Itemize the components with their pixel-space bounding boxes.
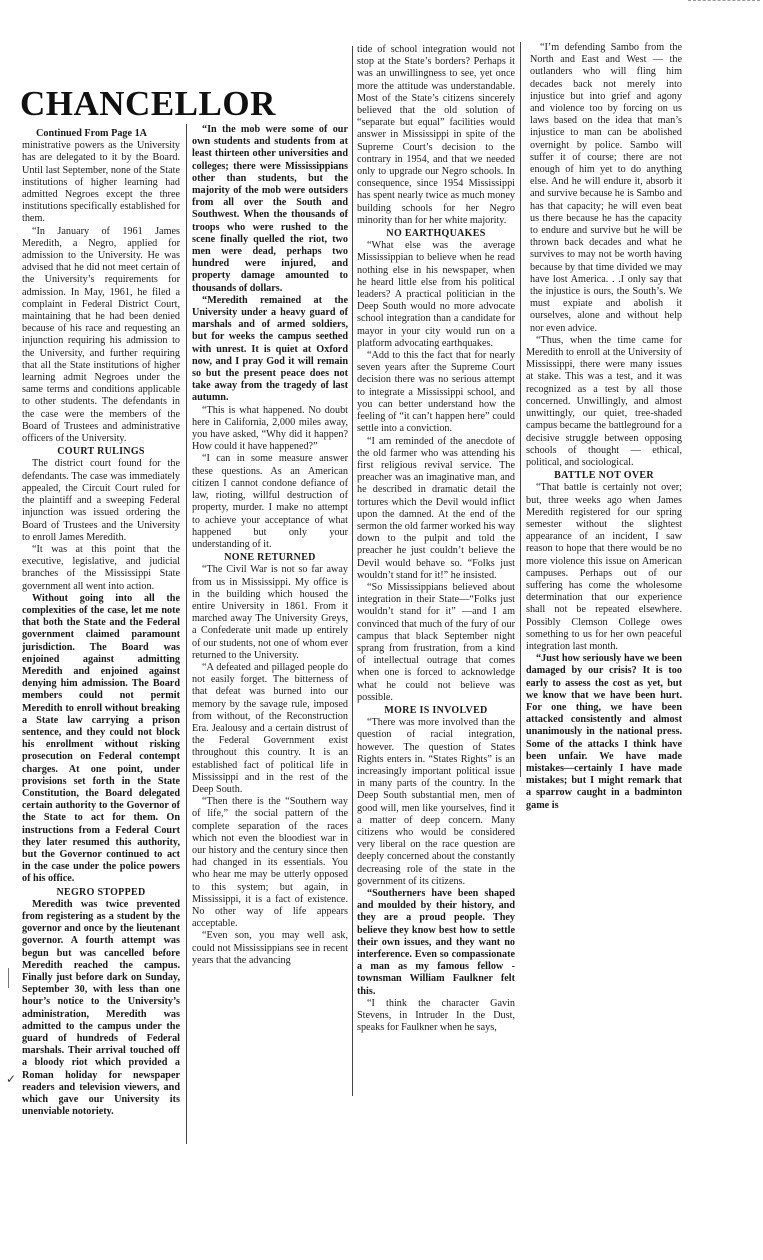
paragraph: “Just how seriously have we been damaged by our crisis? It is too early to assess the cost as yet, but we know that we have been hurt. For one thing, we have been attacked consistently and almost unanimously in the national press. Some of the attacks I think have been unfair. We have made mistakes—certainly I have made mistakes; but I might remark that a sparrow caught in a badminton game is — [526, 653, 682, 811]
subhead-more-is-involved: MORE IS INVOLVED — [384, 704, 488, 716]
paragraph: The district court found for the defendants. The case was immediately appealed, the Circuit Court ruled for the plaintiff and a sweeping Federal injunction was issued ordering the Board of Trustees and the University to enroll James Meredith. — [22, 458, 180, 543]
paragraph: “I think the character Gavin Stevens, in Intruder In the Dust, speaks for Faulkner when he says, — [357, 997, 515, 1034]
paragraph: Meredith was twice prevented from registering as a student by the governor and once by the lieutenant governor. A fourth attempt was begun but was cancelled before Meredith reached the campus. Finally just before dark on Sunday, September 30, with less than one hour’s notice to the University’s administration, Meredith was admitted to the campus under the guard of hundreds of Federal marshals. Their arrival touched off a bloody riot which provided a Roman holiday for newspaper readers and television viewers, and which gave our University its unenviable notoriety. — [22, 898, 180, 1118]
paragraph: ministrative powers as the University has are delegated to it by the Board. Until last September, none of the State institutions of higher learning had admitted Negroes except the three institutions specifically established for them. — [22, 140, 180, 225]
paragraph: “Add to this the fact that for nearly seven years after the Supreme Court decision there was no serious attempt to integrate a Mississippi school, and you can better understand how the feeling of “it can’t happen here” could settle into a conviction. — [357, 350, 515, 435]
paragraph: tide of school integration would not stop at the State’s borders? Perhaps it was an unwillingness to see, yet once more the attitude was understandable. Most of the State’s citizens sincerely believed that the old solution of “separate but equal” facilities would answer in Mississippi in spite of the Supreme Court’s decision to the contrary in 1954, and that we needed only to upgrade our Negro schools. In consequence, since 1954 Mississippi has spent nearly twice as much money building schools for her Negro minority than for her white majority. — [357, 44, 515, 226]
paragraph: “What else was the average Mississippian to believe when he read nothing else in his newspaper, when he heard little else from his political leaders? A practical politician in the Deep South would no more advocate school integration than a candidate for mayor in your city would run on a platform advocating earthquakes. — [357, 240, 515, 349]
paragraph: “This is what happened. No doubt here in California, 2,000 miles away, you have asked, “Why did it happen? How could it have happened?” — [192, 404, 348, 453]
paragraph: “In January of 1961 James Meredith, a Negro, applied for admission to the University. He was advised that he did not meet certain of the University’s requirements for admission. In May, 1961, he filed a complaint in Federal District Court, maintaining that he had been denied because of his race and requesting an injunction requiring his admission to the University, and further requiring that all the State institutions of higher learning admit Negroes under the same terms and conditions applicable to other students. The defendants in the case were the members of the Board of Trustees and administrative officers of the University. — [22, 225, 180, 445]
paragraph: “So Mississippians believed about integration in their State—“Folks just wouldn’t stand for it” —and I am convinced that much of the fury of our campus that black September night sprang from frustration, from a kind of intellectual outrage that comes when one is forced to acknowledge what he could not believe was possible. — [357, 581, 515, 703]
column-2 — [192, 124, 348, 966]
subhead-none-returned: NONE RETURNED — [224, 552, 316, 564]
paragraph: “Even son, you may well ask, could not Mississippians see in recent years that the advancing — [192, 930, 348, 966]
paragraph: “There was more involved than the question of racial integration, however. The question of States Rights enters in. “States Rights” is an increasingly important political issue in many parts of the country. In the Deep South substantial men, men of good will, men like yourselves, find it a matter of deep concern. Many citizens who would be considered very liberal on the race question are deeply concerned about the constantly decreasing role of the state in the government of its citizens. — [357, 717, 515, 887]
subhead-negro-stopped: NEGRO STOPPED — [56, 886, 146, 898]
margin-mark — [8, 968, 9, 988]
paragraph: “I’m defending Sambo from the North and East and West — the outlanders who will fling him decades back not merely into injustice but into grief and agony and violence too by forcing on us laws based on the idea that man’s injustice to man can be abolished overnight by police. Sambo will suffer it of course; there are not enough of him yet to do anything else. And he will endure it, absorb it and survive because he is Sambo and has that capacity; he will even beat us there because he has the capacity to endure and survive but he will be thrown back decades and what he survives to may not be worth having because by that time divided we may have lost America. . .I only say that the injustice is ours, the South’s. We must expiate and abolish it ourselves, alone and without help nor even advice. — [530, 42, 682, 334]
paragraph: “It was at this point that the executive, legislative, and judicial branches of the Mississippi State government all went into action. — [22, 543, 180, 592]
subhead-battle-not-over: BATTLE NOT OVER — [554, 470, 654, 482]
paragraph: “In the mob were some of our own students and students from at least thirteen other universities and colleges; there were Mississippians other than students, but the majority of the mob were outsiders from all over the South and Southwest. When the thousands of troops who were rushed to the scene finally quelled the riot, two men were dead, perhaps two hundred were injured, and property damage amounted to thousands of dollars. — [192, 124, 348, 294]
paragraph: “Thus, when the time came for Meredith to enroll at the University of Mississippi, there were many issues at stake. This was a test, and it was recognized as a test by all those concerned. Unwillingly, and almost unwittingly, our quiet, tree-shaded campus became the battleground for a decisive struggle between opposing schools of thought — ethical, political, and sociological. — [526, 334, 682, 468]
paragraph: “A defeated and pillaged people do not easily forget. The bitterness of that defeat was burned into our memory by the savage rule, imposed from without, of the Reconstruction Era. Jealousy and a certain distrust of the Federal Government exist throughout this country. It is an established fact of political life in Mississippi and in the rest of the Deep South. — [192, 661, 348, 795]
column-1 — [22, 128, 180, 1148]
paragraph: “I am reminded of the anecdote of the old farmer who was attending his first religious revival service. The preacher was an imaginative man, and he described in dramatic detail the tortures which the Devil would inflict upon the damned. At the end of the sermon the old farmer worked his way down to the pulpit and told the preacher he just couldn’t believe the Devil would behave so. “Folks just wouldn’t stand for it!” he insisted. — [357, 435, 515, 581]
paragraph: “Meredith remained at the University under a heavy guard of marshals and of armed soldiers, but for weeks the campus seethed with unrest. It is quiet at Oxford now, and I pray God it will remain so but the present peace does not take away from the tragedy of last autumn. — [192, 294, 348, 404]
column-rule — [520, 42, 521, 777]
continued-line: Continued From Page 1A — [36, 128, 148, 139]
top-right-dotted-mark — [688, 0, 760, 4]
paragraph: Without going into all the complexities of the case, let me note that both the State and the Federal government claimed paramount jurisdiction. The Board was enjoined against admitting Meredith and enjoined against denying him admission. The Board members could not permit Meredith to enroll without breaking a State law carrying a prison sentence, and they could not block his enrollment without risking prosecution on Federal contempt charges. At one point, under provisions set forth in the State Constitution, the Board delegated certain authority to the Governor of the State to act for them. On instructions from a Federal Court they later resumed this authority, but the Governor continued to act in the case under the police powers of his office. — [22, 592, 180, 885]
column-rule — [186, 124, 187, 1144]
subhead-court-rulings: COURT RULINGS — [57, 446, 145, 458]
margin-check-mark: ✓ — [6, 1072, 17, 1086]
paragraph: “That battle is certainly not over; but, three weeks ago when James Meredith registered for our spring semester without the slightest appearance of an incident, I saw reason to hope that there would be no more violence this issue on American campuses. Perhaps out of our suffering has come the wholesome determination that our experience shall not be repeated elsewhere. Possibly Clemson College owes something to us for her own peaceful integration last month. — [526, 482, 682, 652]
paragraph: “Southerners have been shaped and moulded by their history, and they are a proud people. They believe they know best how to settle their own issues, and they want no interference. Even so compassionate a man as my famous fellow - townsman William Faulkner felt this. — [357, 888, 515, 997]
subhead-no-earthquakes: NO EARTHQUAKES — [386, 228, 486, 240]
column-3 — [357, 44, 515, 1116]
paragraph: “I can in some measure answer these questions. As an American citizen I cannot condone defiance of law, rioting, willful destruction of property, murder. I make no attempt to achieve your acceptance of what happened but only your understanding of it. — [192, 453, 348, 550]
paragraph: “Then there is the “Southern way of life,” the social pattern of the complete separation of the races which not even the bloodiest war in our history and the century since then had changed in its essentials. You who hear me may be utterly opposed to this system; but again, in Mississippi, it is a fact of existence. No other way of life appears acceptable. — [192, 796, 348, 930]
page-title: CHANCELLOR — [20, 84, 276, 123]
paragraph: “The Civil War is not so far away from us in Mississippi. My office is in the building which housed the entire University in 1861. From it marched away The University Greys, a Confederate unit made up entirely of our students, not one of whom ever returned to the University. — [192, 564, 348, 661]
column-rule — [352, 46, 353, 1096]
column-4 — [526, 42, 682, 811]
